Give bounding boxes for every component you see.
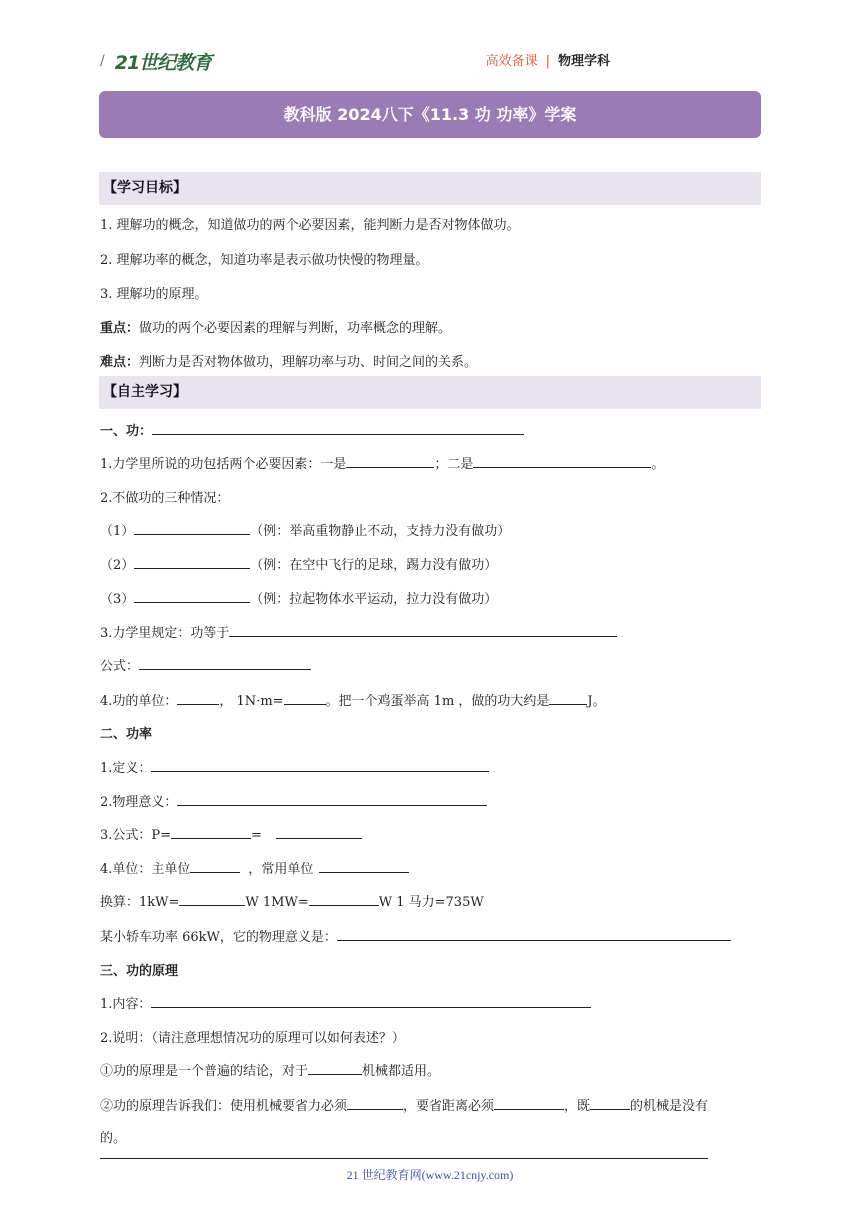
goal-2: 2. 理解功率的概念，知道功率是表示做功快慢的物理量。: [100, 253, 429, 268]
kw-blank[interactable]: [179, 892, 245, 906]
goal-3: 3. 理解功的原理。: [100, 287, 208, 302]
factor-2-blank[interactable]: [473, 454, 651, 468]
work-q3: 3.力学里规定：功等于: [100, 622, 617, 641]
both-blank[interactable]: [590, 1096, 630, 1110]
section-goals: 【学习目标】: [99, 172, 761, 205]
logo-mark: 21世纪教育: [114, 51, 212, 74]
work-q4: 4.功的单位： ， 1N·m= 。把一个鸡蛋举高 1m ，做的功大约是 J。: [100, 690, 606, 709]
power-def-blank[interactable]: [151, 758, 489, 772]
main-unit-blank[interactable]: [190, 859, 240, 873]
principle-content-blank[interactable]: [151, 994, 591, 1008]
key-points: [100, 317, 451, 336]
common-unit-blank[interactable]: [319, 859, 409, 873]
difficulties: [100, 351, 477, 370]
tag-efficient-prep: 高效备课: [485, 54, 538, 69]
power-p2: 2.物理意义：: [100, 791, 487, 810]
work-q2: 2.不做功的三种情况：: [100, 491, 230, 506]
mw-blank[interactable]: [309, 892, 379, 906]
document-title: 教科版 2024八下《11.3 功 功率》学案: [99, 91, 761, 138]
footer-source: 21 世纪教育网(www.21cnjy.com): [346, 1168, 514, 1182]
principle-r1: 1.内容：: [100, 993, 591, 1012]
case-1-blank[interactable]: [134, 521, 250, 535]
power-p1: 1.定义：: [100, 757, 489, 776]
power-formula-blank-2[interactable]: [276, 825, 362, 839]
formula-blank[interactable]: [139, 656, 311, 670]
slash-icon: /: [100, 53, 105, 69]
save-distance-blank[interactable]: [494, 1096, 564, 1110]
work-definition-blank[interactable]: [229, 623, 617, 637]
diff-text: 判断力是否对物体做功，理解功率与功、时间之间的关系。: [139, 355, 478, 370]
work-blank[interactable]: [152, 421, 524, 435]
header-separator: |: [545, 54, 550, 69]
case-1: （1） （例：举高重物静止不动，支持力没有做功）: [100, 520, 510, 539]
nm-blank[interactable]: [284, 691, 326, 705]
key-text: 做功的两个必要因素的理解与判断，功率概念的理解。: [139, 321, 452, 336]
key-label: 重点：: [100, 321, 140, 336]
logo: [100, 48, 211, 74]
principle-r3: ①功的原理是一个普遍的结论，对于 机械都适用。: [100, 1060, 440, 1079]
page-header: [100, 40, 760, 80]
unit-blank[interactable]: [177, 691, 219, 705]
power-conversion: 换算：1kW= W 1MW= W 1 马力=735W: [100, 891, 484, 910]
car-power: 某小轿车功率 66kW，它的物理意义是：: [100, 926, 731, 945]
save-force-blank[interactable]: [347, 1096, 403, 1110]
principle-r4: ②功的原理告诉我们：使用机械要省力必须 ，要省距离必须 ，既 的机械是没有: [100, 1095, 708, 1114]
factor-1-blank[interactable]: [346, 454, 434, 468]
egg-work-blank[interactable]: [549, 691, 587, 705]
diff-label: 难点：: [100, 355, 140, 370]
principle-heading: 三、功的原理: [100, 964, 179, 979]
case-2-blank[interactable]: [134, 555, 250, 569]
principle-r2: 2.说明：（请注意理想情况功的原理可以如何表述？）: [100, 1031, 405, 1046]
case-3-blank[interactable]: [134, 589, 250, 603]
case-3: （3） （例：拉起物体水平运动，拉力没有做功）: [100, 588, 497, 607]
any-machine-blank[interactable]: [308, 1061, 362, 1075]
power-heading: 二、功率: [100, 727, 153, 742]
case-2: （2） （例：在空中飞行的足球，踢力没有做功）: [100, 554, 497, 573]
goal-1: 1. 理解功的概念，知道做功的两个必要因素，能判断力是否对物体做功。: [100, 218, 520, 233]
header-tags: [486, 50, 610, 69]
power-meaning-blank[interactable]: [177, 792, 487, 806]
power-formula-blank-1[interactable]: [171, 825, 251, 839]
work-heading: 一、功：: [100, 420, 524, 439]
footer-divider: [100, 1158, 708, 1159]
power-p3: 3.公式：P= =: [100, 824, 362, 843]
tag-physics: 物理学科: [557, 54, 610, 69]
principle-r4-cont: 的。: [100, 1131, 127, 1146]
section-self-study: 【自主学习】: [99, 376, 761, 409]
work-q1: 1.力学里所说的功包括两个必要因素：一是 ；二是 。: [100, 453, 664, 472]
car-meaning-blank[interactable]: [337, 927, 731, 941]
work-formula: 公式：: [100, 655, 311, 674]
power-p4: 4.单位：主单位 ，常用单位: [100, 858, 409, 877]
